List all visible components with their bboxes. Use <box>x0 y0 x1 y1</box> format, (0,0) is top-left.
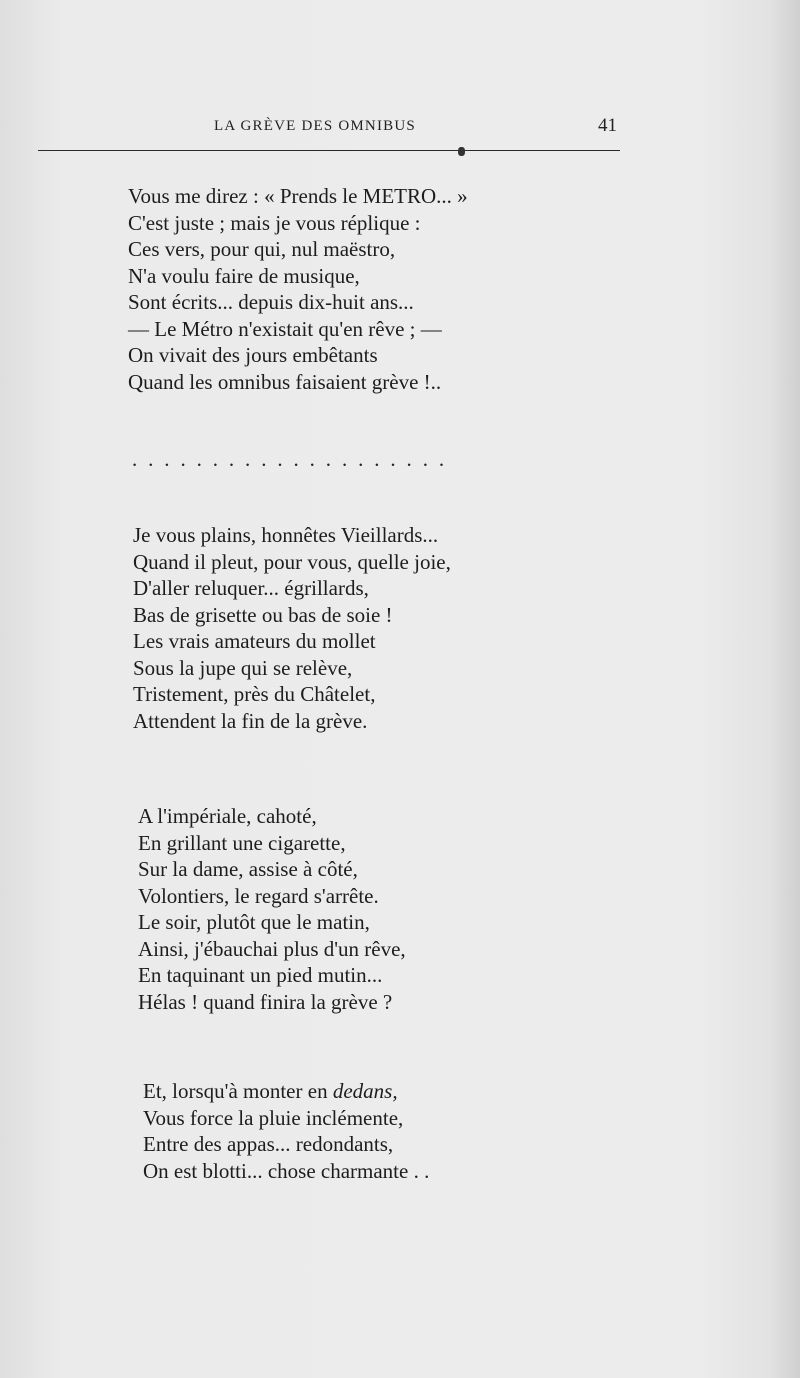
verse-line: On est blotti... chose charmante . . <box>143 1158 430 1183</box>
verse-line: Ainsi, j'ébauchai plus d'un rêve, <box>138 936 406 961</box>
verse-line: C'est juste ; mais je vous réplique : <box>128 210 421 235</box>
verse-line: D'aller reluquer... égrillards, <box>133 576 369 600</box>
rule-ornament <box>458 147 465 156</box>
verse-line: On vivait des jours embêtants <box>128 343 378 367</box>
verse-line: Entre des appas... redondants, <box>143 1132 394 1156</box>
stanza-1 <box>128 183 468 395</box>
verse-line: — Le Métro n'existait qu'en rêve ; — <box>128 316 442 341</box>
verse-line: Attendent la fin de la grève. <box>133 708 368 733</box>
verse-line: Vous force la pluie inclémente, <box>143 1105 404 1130</box>
verse-line: Les vrais amateurs du mollet <box>133 629 376 653</box>
verse-line: Sur la dame, assise à côté, <box>138 857 358 881</box>
verse-line: Tristement, près du Châtelet, <box>133 682 376 706</box>
verse-line-prefix: Et, lorsqu'à monter en <box>143 1079 333 1103</box>
verse-line: A l'impériale, cahoté, <box>138 804 317 828</box>
verse-line: Sont écrits... depuis dix-huit ans... <box>128 290 414 314</box>
header-rule <box>38 150 620 151</box>
verse-line: Quand il pleut, pour vous, quelle joie, <box>133 549 451 574</box>
verse-line: Quand les omnibus faisaient grève !.. <box>128 369 442 394</box>
verse-line <box>143 1078 429 1105</box>
stanza-3 <box>138 803 406 1015</box>
verse-line: En taquinant un pied mutin... <box>138 963 383 987</box>
verse-line: Sous la jupe qui se relève, <box>133 655 353 680</box>
page-number: 41 <box>598 115 617 136</box>
verse-line: N'a voulu faire de musique, <box>128 263 360 288</box>
stanza-2 <box>133 522 451 734</box>
verse-line: Vous me direz : « Prends le METRO... » <box>128 184 468 208</box>
stanza-4 <box>143 1078 429 1184</box>
verse-line: Je vous plains, honnêtes Vieillards... <box>133 523 439 547</box>
running-title: LA GRÈVE DES OMNIBUS <box>214 118 416 134</box>
dotted-separator: .................... <box>132 447 455 471</box>
verse-line: Bas de grisette ou bas de soie ! <box>133 602 393 627</box>
verse-line-italic: dedans, <box>332 1079 398 1103</box>
verse-line: Hélas ! quand finira la grève ? <box>138 989 393 1014</box>
verse-line: Le soir, plutôt que le matin, <box>138 910 370 934</box>
verse-line: En grillant une cigarette, <box>138 830 346 855</box>
verse-line: Volontiers, le regard s'arrête. <box>138 883 379 908</box>
verse-line: Ces vers, pour qui, nul maëstro, <box>128 237 396 261</box>
